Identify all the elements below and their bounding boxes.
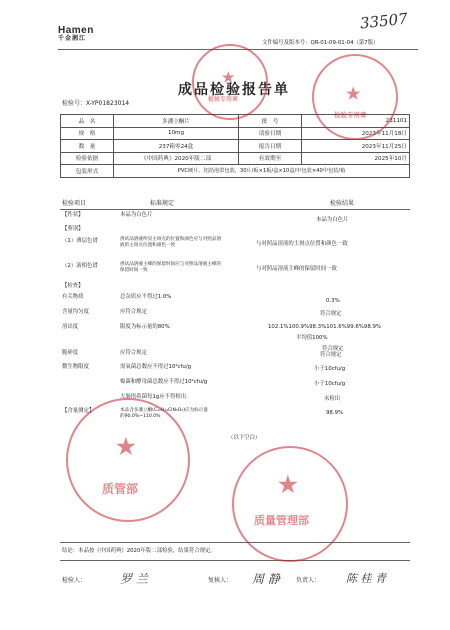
std-tlc: 供试品溶液所显主斑点的位置和颜色应与对照品溶液的主斑点位置和颜色一致 xyxy=(120,237,222,248)
item-friability: 脆碎度 xyxy=(62,350,79,356)
cell-value: 10mg xyxy=(114,127,239,140)
res-related-substances: 0.3% xyxy=(326,298,340,304)
item-assay: 【含量测定】 xyxy=(62,408,95,414)
cell-value: 2023年11月18日 xyxy=(302,127,410,140)
cell-label: 有效期至 xyxy=(239,152,302,165)
cell-label: 请验日期 xyxy=(239,127,302,140)
res-tlc: 与对照品溶液的主斑点位置和颜色一致 xyxy=(256,241,348,247)
res-assay: 98.9% xyxy=(326,410,344,416)
item-characteristics: 【性状】 xyxy=(62,212,84,218)
std-microbial-aerobic: 需氧菌总数应不得过10³cfu/g xyxy=(120,364,192,370)
inspector-signature: 罗 兰 xyxy=(120,572,148,586)
reviewer-signature: 周 静 xyxy=(252,572,280,586)
table-row xyxy=(61,165,410,178)
item-identification: 【鉴别】 xyxy=(62,226,84,232)
res-characteristics: 本品为白色片 xyxy=(316,217,349,223)
cell-value: 2025年10月 xyxy=(302,152,410,165)
reviewer-label: 复核人： xyxy=(208,577,233,584)
std-uniformity: 应符合规定 xyxy=(120,309,147,315)
item-checks: 【检查】 xyxy=(62,283,84,289)
table-row xyxy=(61,152,410,165)
inspector-label: 检验人： xyxy=(62,577,87,584)
approver-signature: 陈 桂 青 xyxy=(346,572,386,585)
cell-value: 237箱零24盒 xyxy=(114,140,239,153)
company-logo xyxy=(58,26,94,43)
res-microbial-mold: 小于10cfu/g xyxy=(314,381,346,387)
cell-label: 批 号 xyxy=(239,115,302,128)
res-uniformity: 符合规定 xyxy=(320,311,342,317)
logo-cn: 千金湘江 xyxy=(58,36,87,42)
std-friability: 应符合规定 xyxy=(120,350,147,356)
cell-value: 231101 xyxy=(302,115,410,128)
cell-label: 检验依据 xyxy=(61,152,114,165)
item-dissolution: 溶出度 xyxy=(62,324,79,330)
quality-seal-right: ★ 质量管理部 xyxy=(232,446,348,562)
file-number: 文件编号及版本号：QR-01-09-01-04（第7版） xyxy=(262,40,379,46)
cell-value: 2023年11月25日 xyxy=(302,140,410,153)
approver-label: 负责人： xyxy=(296,577,321,584)
results-header-rule xyxy=(60,209,410,210)
cell-label: 报告日期 xyxy=(239,140,302,153)
inspection-seal-top-right: ★ 检验专用章 xyxy=(312,54,398,140)
blank-notice: （以下空白） xyxy=(228,435,261,441)
res-microbial-aerobic: 小于10cfu/g xyxy=(314,366,346,372)
item-hplc: （2）液相色谱 xyxy=(62,263,98,269)
res-dissolution-mean: 平均值100% xyxy=(296,335,328,341)
std-microbial-ecoli: 大肠埃希菌每1g应不得检出 xyxy=(120,394,187,400)
report-number: 检验号：X-YP01823014 xyxy=(62,100,130,107)
handwritten-number: 33507 xyxy=(359,9,409,33)
res-dissolution: 102.1%100.9%98.3%101.6%99.6%98.9% xyxy=(268,324,382,330)
conclusion-rule-bottom xyxy=(60,560,410,561)
std-related-substances: 总杂质应不得过1.0% xyxy=(120,294,172,300)
col-header-result: 检验结果 xyxy=(330,200,355,207)
res-microbial-ecoli: 未检出 xyxy=(324,396,341,402)
cell-value: 多潘立酮片 xyxy=(114,115,239,128)
conclusion-text: 结论：本品按《中国药典》2020年版二部检验，结果符合规定。 xyxy=(62,548,216,554)
cell-label: 规 格 xyxy=(61,127,114,140)
table-row xyxy=(61,140,410,153)
logo-en: Hamen xyxy=(58,25,94,36)
std-assay: 本品含多潘立酮(C₂₂H₂₄ClN₅O₂)应为标示量的90.0%~110.0% xyxy=(120,408,208,419)
std-hplc: 供试品溶液主峰的保留时间应与对照品溶液主峰的保留时间一致 xyxy=(120,262,222,273)
std-dissolution: 限度为标示量的80% xyxy=(120,324,170,330)
cell-label: 数 量 xyxy=(61,140,114,153)
item-microbial: 微生物限度 xyxy=(62,364,89,370)
cell-label: 包装形式 xyxy=(61,165,114,178)
res-friability: 符合规定 xyxy=(320,352,342,358)
page-title: 成品检验报告单 xyxy=(178,82,290,98)
cell-value: 《中国药典》2020年版二部 xyxy=(114,152,239,165)
std-characteristics: 本品为白色片 xyxy=(120,212,153,218)
std-microbial-mold: 霉菌和酵母菌总数应不得过10²cfu/g xyxy=(120,379,208,385)
inspection-seal-top-left: 检验专用章 ★ xyxy=(192,44,268,120)
item-tlc: （1）薄层色谱 xyxy=(62,238,98,244)
col-header-standard: 标准规定 xyxy=(150,200,175,207)
item-related-substances: 有关物质 xyxy=(62,294,84,300)
item-uniformity: 含量均匀度 xyxy=(62,309,89,315)
quality-seal-left: ★ 质管部 xyxy=(66,398,190,522)
res-hplc: 与对照品溶液主峰的保留时间一致 xyxy=(256,266,337,272)
cell-label: 品 名 xyxy=(61,115,114,128)
col-header-item: 检验项目 xyxy=(62,200,87,207)
conclusion-rule-top xyxy=(60,542,410,543)
res-dissolution-conclusion: 符合规定 xyxy=(322,346,344,352)
cell-value: PVC硬片、铝箔泡罩包装，30片/板×1板/盒×10盒/中包装×40中包装/箱 xyxy=(114,165,410,178)
